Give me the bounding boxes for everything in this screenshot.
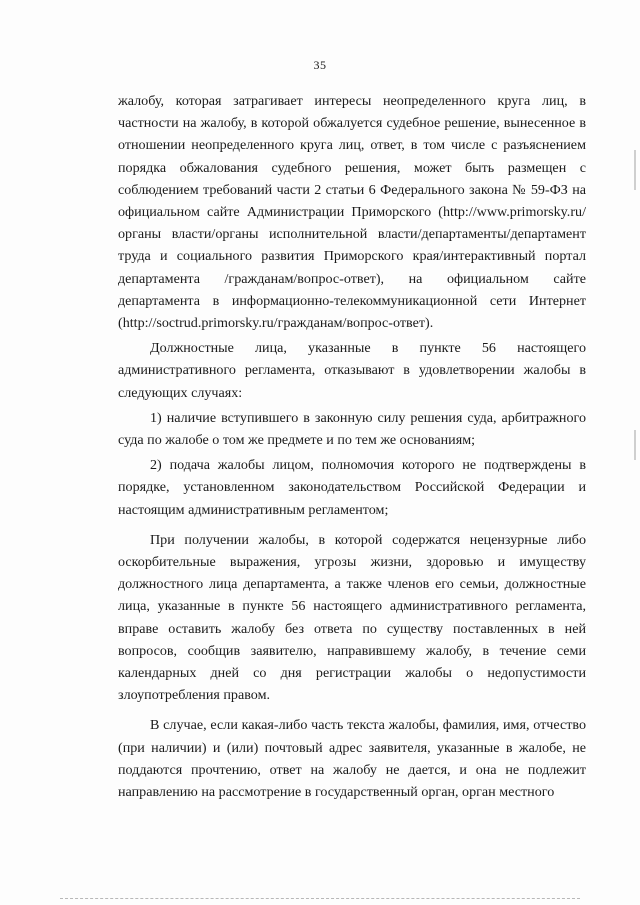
paragraph-obscene-complaint: При получении жалобы, в которой содержатся нецензурные либо оскорбительные выражения, угрозы жизни, здоровью и имуществу должностного лица департамента, а также членов его семьи, должностные лица, указанные в пункте 56 настоящего административного регламента, вправе оставить жалобу без ответа по существу поставленных в ней вопросов, сообщив заявителю, направившему жалобу, в течение семи календарных дней со дня регистрации жалобы о недопустимости злоупотребления правом. [118, 531, 586, 704]
paragraph-refusal-grounds: Должностные лица, указанные в пункте 56 настоящего административного регламента, отказывают в удовлетворении жалобы в следующих случаях: [118, 340, 586, 401]
paragraph-continuation: жалобу, которая затрагивает интересы неопределенного круга лиц, в частности на жалобу, в которой обжалуется судебное решение, вынесенное в отношении неопределенного круга лиц, ответ, в том числе с разъяснением порядка обжалования судебного решения, может быть размещен с соблюдением требований части 2 статьи 6 Федерального закона № 59-ФЗ на официальном сайте Администрации Приморского (http://www.primorsky.ru/ органы власти/органы исполнительной власти/департаменты/департамент труда и социального развития Приморского края/интерактивный портал департамента /гражданам/вопрос-ответ), на официальном сайте департамента в информационно-телекоммуникационной сети Интернет (http://soctrud.primorsky.ru/гражданам/вопрос-ответ). [118, 93, 586, 332]
scan-margin-mark [634, 150, 636, 190]
scan-margin-mark [634, 430, 636, 460]
scan-edge-line [60, 897, 580, 899]
paragraph-case-2: 2) подача жалобы лицом, полномочия которого не подтверждены в порядке, установленном законодательством Российской Федерации и настоящим административным регламентом; [118, 457, 586, 518]
paragraph-case-1: 1) наличие вступившего в законную силу решения суда, арбитражного суда по жалобе о том же предмете и по тем же основаниям; [118, 409, 586, 449]
page-number: 35 [313, 58, 327, 72]
paragraph-unreadable-complaint: В случае, если какая-либо часть текста жалобы, фамилия, имя, отчество (при наличии) и (или) почтовый адрес заявителя, указанные в жалобе, не поддаются прочтению, ответ на жалобу не дается, и она не подлежит направлению на рассмотрение в государственный орган, орган местного [118, 717, 586, 801]
document-body [118, 90, 586, 806]
